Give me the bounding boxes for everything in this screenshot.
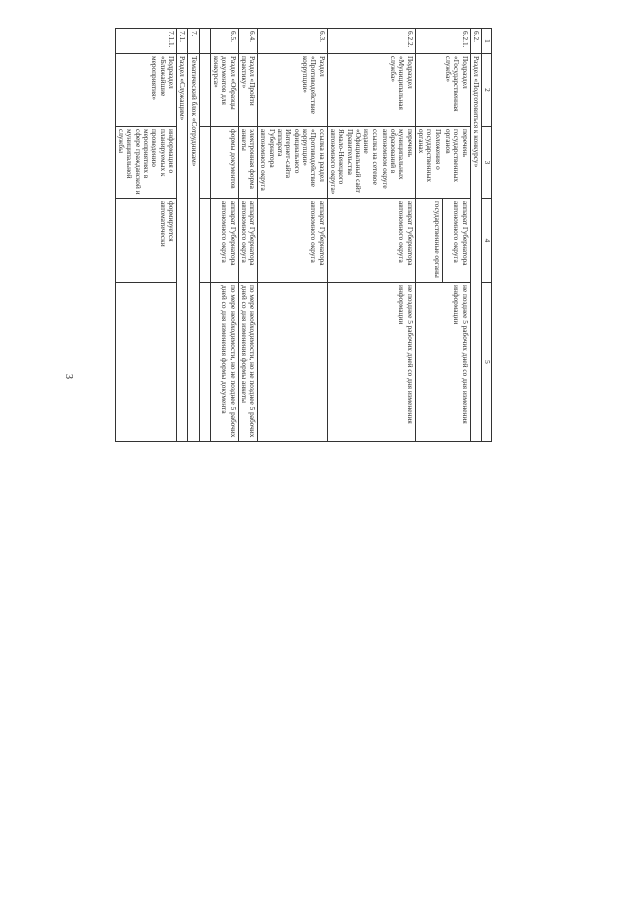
row-number: 6.2.2. — [327, 29, 415, 54]
responsible: государственные органы — [415, 199, 442, 283]
section-name: Раздел «Противодействие коррупции» — [258, 54, 328, 127]
row-number: 6.3. — [258, 29, 328, 54]
table-row-6-2-2 — [380, 29, 416, 442]
table-row-6-2 — [470, 29, 481, 442]
term: по мере необходимости, но не позднее 5 рабочих дней со дня изменения формы анкеты — [238, 283, 258, 442]
table-row-6-4 — [238, 29, 258, 442]
term: не позднее 5 рабочих дней со дня изменения информации — [327, 283, 415, 442]
header-row — [482, 29, 492, 442]
table-row-7 — [188, 29, 199, 442]
info-content: информация о планируемых к проведению мероприятиях в сфере гражданской и муниципальной службы — [115, 127, 176, 199]
term: по мере необходимости, но не позднее 5 рабочих дней со дня изменения формы документа — [210, 283, 238, 442]
section-name: Подраздел «Государственная служба» — [415, 54, 470, 127]
row-number: 6.2.1. — [415, 29, 470, 54]
col-header-2: 2 — [482, 54, 492, 127]
term: не позднее 5 рабочих дней со дня изменения информации — [415, 283, 470, 442]
row-number: 7. — [188, 29, 199, 54]
table-row-6-5 — [210, 29, 238, 442]
term — [115, 283, 176, 442]
section-name: Раздел «Пройти практику» — [238, 54, 258, 127]
responsible: формируется автоматически — [115, 199, 176, 283]
row-number: 7.1.1. — [115, 29, 176, 54]
table-row-7-1-1 — [115, 29, 176, 442]
row-number: 6.2. — [470, 29, 481, 54]
col-header-5: 5 — [482, 283, 492, 442]
row-title: Тематический блок «Сотрудникам» — [188, 54, 199, 442]
row-title: Раздел «Служащим» — [177, 54, 188, 442]
info-content: формы документов — [210, 127, 238, 199]
term — [258, 283, 328, 442]
row-number: 6.5. — [210, 29, 238, 54]
col-header-3: 3 — [482, 127, 492, 199]
responsible: аппарат Губернатора автономного округа — [210, 199, 238, 283]
responsible: аппарат Губернатора автономного округа — [258, 199, 328, 283]
responsible: аппарат Губернатора автономного округа — [443, 199, 470, 283]
rotated-table-wrapper — [113, 28, 492, 441]
row-number: 6.4. — [238, 29, 258, 54]
info-content: Положения о государственных органах — [415, 127, 442, 199]
col-header-1: 1 — [482, 29, 492, 54]
page-number: 3 — [63, 374, 74, 379]
responsible: аппарат Губернатора автономного округа — [238, 199, 258, 283]
section-name: Подраздел «Ближайшие мероприятия» — [115, 54, 176, 127]
content-table — [115, 28, 492, 442]
info-content: электронная форма анкеты — [238, 127, 258, 199]
row-title: Раздел «Подготовиться к конкурсу» — [470, 54, 481, 442]
table-row-6-2-1 — [443, 29, 470, 442]
section-name: Раздел «Образцы документов для конкурса» — [210, 54, 238, 127]
info-content: перечень государственных органов — [443, 127, 470, 199]
gap-row — [199, 29, 210, 442]
responsible: аппарат Губернатора автономного округа — [327, 199, 415, 283]
table-row-6-3 — [258, 29, 328, 442]
table-row-7-1 — [177, 29, 188, 442]
info-content: ссылка на раздел «Противодействие коррупции» официального Интернет-сайта аппарата Губернатора автономного округа — [258, 127, 328, 199]
section-name: Подраздел «Муниципальная служба» — [327, 54, 415, 127]
info-content: ссылка на сетевое издание «Официальный сайт Правительства Ямало-Ненецкого автономного округа» — [327, 127, 379, 199]
row-number: 7.1. — [177, 29, 188, 54]
col-header-4: 4 — [482, 199, 492, 283]
info-content: перечень муниципальных образований в автономном округе — [380, 127, 416, 199]
